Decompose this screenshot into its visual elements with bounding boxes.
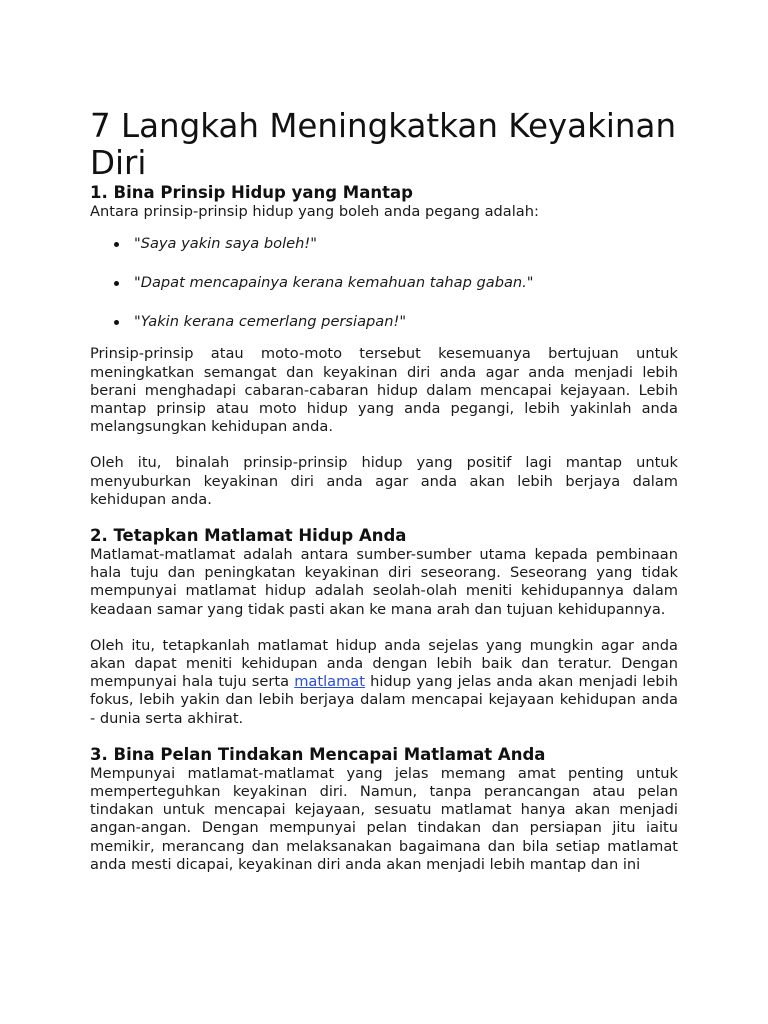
section-2-paragraph-2: Oleh itu, tetapkanlah matlamat hidup anda sejelas yang mungkin agar anda akan dapat meniti kehidupan anda dengan lebih baik dan teratur. Dengan mempunyai hala tuju serta matlamat hidup yang jelas anda akan menjadi lebih fokus, lebih yakin dan lebih berjaya dalam mencapai kejayaan kehidupan anda - dunia serta akhirat.	[90, 636, 679, 727]
list-item: "Yakin kerana cemerlang persiapan!"	[134, 313, 678, 331]
section-1-paragraph-1: Prinsip-prinsip atau moto-moto tersebut kesemuanya bertujuan untuk meningkatkan semangat dan keyakinan diri anda agar anda menjadi lebih berani menghadapi cabaran-cabaran hidup dalam mencapai kejayaan. Lebih mantap prinsip atau moto hidup yang anda pegangi, lebih yakinlah anda melangsungkan kehidupan anda.	[90, 345, 678, 436]
section-2-paragraph-1: Matlamat-matlamat adalah antara sumber-sumber utama kepada pembinaan hala tuju dan peningkatan keyakinan diri seseorang. Seseorang yang tidak mempunyai matlamat hidup adalah seolah-olah meniti kehidupannya dalam keadaan samar yang tidak pasti akan ke mana arah dan tujuan kehidupannya.	[90, 545, 678, 618]
bullet-quote-1: Saya yakin saya boleh!	[140, 235, 311, 253]
section-2-heading: 2. Tetapkan Matlamat Hidup Anda	[90, 525, 407, 545]
bullet-quote-3: Yakin kerana cemerlang persiapan!	[140, 312, 400, 330]
document-page	[90, 108, 678, 874]
section-1-bullet-list	[90, 235, 678, 331]
section-1-heading: 1. Bina Prinsip Hidup yang Mantap	[90, 183, 413, 202]
list-item: "Dapat mencapainya kerana kemahuan tahap gaban."	[134, 274, 678, 292]
section-1-intro: Antara prinsip-prinsip hidup yang boleh anda pegang adalah:	[90, 203, 539, 220]
section-3-paragraph-1: Mempunyai matlamat-matlamat yang jelas memang amat penting untuk memperteguhkan keyakinan diri. Namun, tanpa perancangan atau pelan tindakan untuk mencapai kejayaan, sesuatu matlamat hanya akan menjadi angan-angan. Dengan mempunyai pelan tindakan dan persiapan jitu iaitu memikir, merancang dan melaksanakan bagaimana dan bila setiap matlamat anda mesti dicapai, keyakinan diri anda akan menjadi lebih mantap dan ini	[90, 764, 678, 873]
section-1-paragraph-2: Oleh itu, binalah prinsip-prinsip hidup yang positif lagi mantap untuk menyuburkan keyakinan diri anda agar anda akan lebih berjaya dalam kehidupan anda.	[90, 454, 678, 508]
section-3-heading: 3. Bina Pelan Tindakan Mencapai Matlamat Anda	[90, 744, 546, 764]
document-title: 7 Langkah Meningkatkan Keyakinan Diri	[90, 107, 677, 182]
matlamat-link[interactable]: matlamat	[294, 673, 365, 691]
list-item: "Saya yakin saya boleh!"	[134, 235, 678, 253]
bullet-quote-2: Dapat mencapainya kerana kemahuan tahap gaban.	[140, 273, 527, 291]
